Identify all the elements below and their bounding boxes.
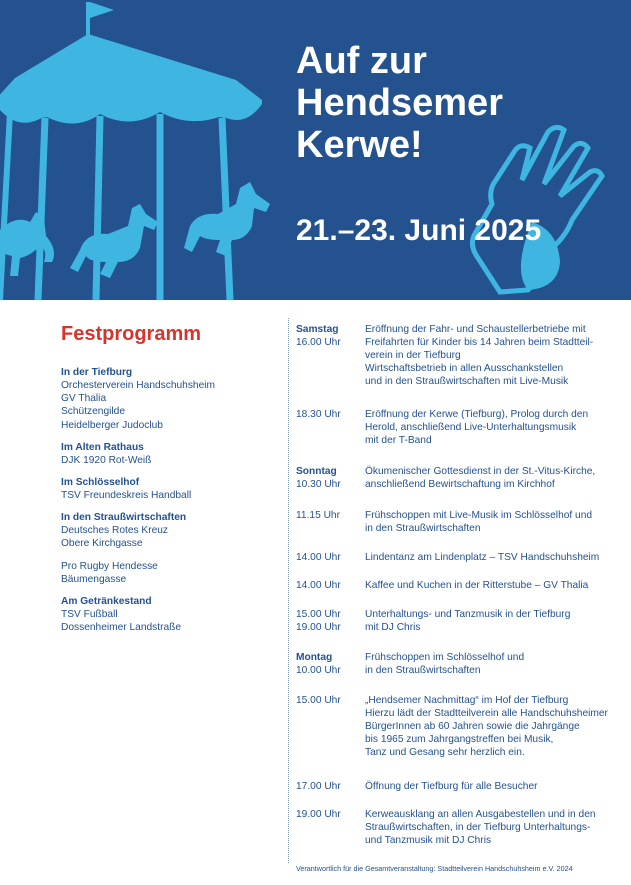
venue-block bbox=[61, 476, 281, 502]
venue-name: Im Schlösselhof bbox=[61, 477, 140, 489]
venue-block bbox=[61, 511, 281, 550]
venue-item: GV Thalia bbox=[61, 393, 107, 405]
venue-name: In der Tiefburg bbox=[61, 367, 133, 378]
description-line: bis 1965 zum Jahrgangstreffen bei Musik, bbox=[365, 734, 554, 745]
description-line: anschließend Bewirtschaftung im Kirchhof bbox=[365, 479, 555, 490]
schedule-time bbox=[296, 651, 362, 677]
description-line: Eröffnung der Fahr- und Schaustellerbetriebe mit bbox=[365, 324, 586, 335]
schedule-description bbox=[365, 651, 627, 677]
time-label: 17.00 Uhr bbox=[296, 781, 341, 792]
venue-item: Pro Rugby Hendesse bbox=[61, 560, 158, 572]
venue-item: Deutsches Rotes Kreuz bbox=[61, 525, 169, 537]
venue-item: TSV Freundeskreis Handball bbox=[61, 490, 192, 502]
footer-note: Verantwortlich für die Gesamtveranstaltung: Stadtteilverein Handschuhsheim e.V. 2024 bbox=[296, 864, 573, 873]
schedule-description bbox=[365, 323, 627, 388]
time-label: 10.00 Uhr bbox=[296, 665, 341, 676]
schedule-description bbox=[365, 579, 627, 592]
description-line: Ökumenischer Gottesdienst in der St.-Vitus-Kirche, bbox=[365, 466, 596, 477]
venue-item: DJK 1920 Rot-Weiß bbox=[61, 454, 152, 466]
description-line: mit DJ Chris bbox=[365, 622, 421, 633]
event-date: 21.–23. Juni 2025 bbox=[296, 214, 542, 247]
poster-title bbox=[296, 40, 503, 166]
venue-item: Heidelberger Judoclub bbox=[61, 419, 163, 431]
description-line: BürgerInnen ab 60 Jahren sowie die Jahrgänge bbox=[365, 721, 580, 732]
venue-block bbox=[61, 366, 281, 432]
time-label: 14.00 Uhr bbox=[296, 580, 341, 591]
description-line: Eröffnung der Kerwe (Tiefburg), Prolog durch den bbox=[365, 409, 589, 420]
schedule-time bbox=[296, 579, 362, 592]
description-line: Kerweausklang an allen Ausgabestellen und in den bbox=[365, 809, 596, 820]
schedule-description bbox=[365, 694, 627, 759]
description-line: und Tanzmusik mit DJ Chris bbox=[365, 835, 492, 846]
venue-item: Dossenheimer Landstraße bbox=[61, 622, 182, 634]
venue-item: Orchesterverein Handschuhsheim bbox=[61, 380, 216, 391]
venue-name: In den Straußwirtschaften bbox=[61, 512, 187, 524]
schedule-description bbox=[365, 465, 627, 491]
venue-block bbox=[61, 560, 281, 586]
description-line: Unterhaltungs- und Tanzmusik in der Tiefburg bbox=[365, 609, 571, 620]
description-line: Straußwirtschaften, in der Tiefburg Unterhaltungs- bbox=[365, 822, 591, 833]
schedule-description bbox=[365, 808, 627, 847]
schedule-day: Sonntag bbox=[296, 466, 337, 477]
schedule-time bbox=[296, 551, 362, 564]
description-line: und in den Straußwirtschaften mit Live-Musik bbox=[365, 376, 569, 387]
time-label: 19.00 Uhr bbox=[296, 622, 341, 633]
venue-item: Obere Kirchgasse bbox=[61, 538, 143, 550]
venue-list bbox=[61, 366, 281, 634]
time-label: 18.30 Uhr bbox=[296, 409, 341, 420]
schedule-time bbox=[296, 509, 362, 522]
schedule-time bbox=[296, 465, 362, 491]
venue-item: Schützengilde bbox=[61, 406, 126, 418]
description-line: mit der T-Band bbox=[365, 435, 432, 446]
time-label: 11.15 Uhr bbox=[296, 510, 340, 521]
schedule-time bbox=[296, 808, 362, 821]
festprogramm-heading: Festprogramm bbox=[61, 323, 202, 345]
title-line: Auf zur bbox=[296, 40, 427, 82]
venue-name: Im Alten Rathaus bbox=[61, 441, 144, 453]
horse-middle bbox=[70, 204, 158, 278]
schedule-description bbox=[365, 608, 627, 634]
description-line: Frühschoppen im Schlösselhof und bbox=[365, 652, 525, 663]
schedule-day: Montag bbox=[296, 652, 333, 663]
column-divider bbox=[288, 318, 289, 863]
schedule-time bbox=[296, 608, 362, 634]
schedule-description bbox=[365, 408, 627, 447]
description-line: Tanz und Gesang sehr herzlich ein. bbox=[365, 747, 525, 758]
description-line: Hierzu lädt der Stadtteilverein alle Handschuhsheimer bbox=[365, 708, 608, 719]
time-label: 15.00 Uhr bbox=[296, 609, 341, 620]
description-line: Lindentanz am Lindenplatz – TSV Handschuhsheim bbox=[365, 552, 600, 563]
description-line: „Hendsemer Nachmittag“ im Hof der Tiefburg bbox=[365, 695, 569, 706]
description-line: Freifahrten für Kinder bis 14 Jahren beim Stadtteil- bbox=[365, 337, 594, 348]
venue-item: TSV Fußball bbox=[61, 609, 118, 621]
description-line: Kaffee und Kuchen in der Ritterstube – GV Thalia bbox=[365, 580, 589, 591]
venue-name: Am Getränkestand bbox=[61, 596, 152, 608]
horse-left bbox=[0, 212, 54, 276]
description-line: Wirtschaftsbetrieb in allen Ausschankstellen bbox=[365, 363, 564, 374]
time-label: 19.00 Uhr bbox=[296, 809, 341, 820]
description-line: Öffnung der Tiefburg für alle Besucher bbox=[365, 781, 538, 792]
title-line: Kerwe! bbox=[296, 124, 423, 166]
title-line: Hendsemer bbox=[296, 82, 503, 124]
schedule-description bbox=[365, 551, 627, 564]
venue-item: Bäumengasse bbox=[61, 573, 127, 585]
time-label: 10.30 Uhr bbox=[296, 479, 341, 490]
time-label: 15.00 Uhr bbox=[296, 695, 341, 706]
carousel-flag bbox=[90, 2, 114, 18]
description-line: in den Straußwirtschaften bbox=[365, 523, 481, 534]
schedule-time bbox=[296, 694, 362, 707]
description-line: Frühschoppen mit Live-Musik im Schlösselhof und bbox=[365, 510, 593, 521]
venue-block bbox=[61, 441, 281, 467]
schedule-description bbox=[365, 780, 627, 793]
time-label: 14.00 Uhr bbox=[296, 552, 341, 563]
description-line: in den Straußwirtschaften bbox=[365, 665, 481, 676]
schedule-description bbox=[365, 509, 627, 535]
schedule-time bbox=[296, 780, 362, 793]
schedule-time bbox=[296, 408, 362, 421]
time-label: 16.00 Uhr bbox=[296, 337, 341, 348]
venue-block bbox=[61, 595, 281, 634]
poster-header bbox=[0, 0, 631, 300]
schedule-time bbox=[296, 323, 362, 349]
festprogramm-column bbox=[61, 322, 281, 643]
schedule-day: Samstag bbox=[296, 324, 339, 335]
description-line: Herold, anschließend Live-Unterhaltungsmusik bbox=[365, 422, 577, 433]
description-line: verein in der Tiefburg bbox=[365, 350, 461, 361]
